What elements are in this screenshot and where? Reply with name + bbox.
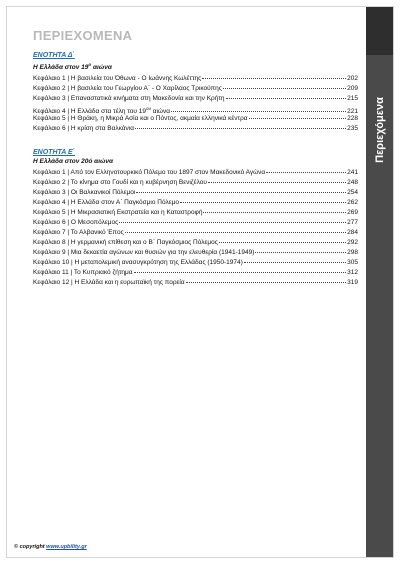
chapter-page: 248: [347, 179, 358, 187]
chapter-page: 312: [347, 269, 358, 277]
chapter-label: Κεφάλαιο 6 | Ο Μεσοπόλεμος: [33, 219, 119, 227]
toc-row[interactable]: [33, 94, 358, 104]
chapter-page: 254: [347, 189, 358, 197]
toc-row[interactable]: [33, 198, 358, 208]
toc-row[interactable]: [33, 124, 358, 134]
copyright-text: © copyright: [14, 544, 47, 550]
chapter-label: Κεφάλαιο 3 | Επαναστατικά κινήματα στη Μακεδονία και την Κρήτη: [33, 95, 225, 103]
toc-row[interactable]: [33, 114, 358, 124]
side-tab-label-box: [366, 84, 393, 176]
chapter-page: 319: [347, 279, 358, 287]
leader-dots: [119, 222, 346, 223]
chapter-page: 277: [347, 219, 358, 227]
section-d: [33, 51, 358, 134]
leader-dots: [208, 182, 346, 183]
chapter-page: 202: [347, 75, 358, 83]
chapter-label: Κεφάλαιο 6 | Η κρίση στα Βαλκάνια: [33, 125, 134, 133]
chapter-page: 292: [347, 239, 358, 247]
chapter-page: 221: [347, 108, 358, 116]
chapter-label: Κεφάλαιο 1 | Η βασιλεία του Όθωνα - Ο Ιωάννης Κωλέττης: [33, 75, 202, 83]
chapter-page: 241: [347, 169, 358, 177]
toc-row[interactable]: [33, 104, 358, 114]
side-tab-label: Περιεχόμενα: [373, 97, 386, 163]
chapter-page: 298: [347, 249, 358, 257]
chapter-page: 269: [347, 209, 358, 217]
chapter-label: Κεφάλαιο 12 | Η Ελλάδα και η ευρωπαϊκή της πορεία: [33, 279, 185, 287]
leader-dots: [223, 88, 346, 89]
leader-dots: [203, 212, 346, 213]
chapter-page: 228: [347, 115, 358, 123]
section-subtitle: Η Ελλάδα στον 20ό αιώνα: [33, 158, 114, 166]
section-title: ΕΝΟΤΗΤΑ Δ΄: [33, 52, 75, 59]
section-e: [33, 148, 358, 288]
toc-row[interactable]: [33, 188, 358, 198]
chapter-page: 235: [347, 125, 358, 133]
chapter-label: Κεφάλαιο 5 | Η Μικρασιατική Εκστρατεία και η Καταστροφή: [33, 209, 203, 217]
chapter-page: 215: [347, 95, 358, 103]
leader-dots: [255, 252, 346, 253]
leader-dots: [219, 242, 346, 243]
page-title: ΠΕΡΙΕΧΟΜΕΝΑ: [33, 28, 133, 43]
chapter-label: Κεφάλαιο 2 | Το κίνημα στο Γουδί και η κυβέρνηση Βενιζέλου: [33, 179, 207, 187]
toc-row[interactable]: [33, 218, 358, 228]
chapter-page: 262: [347, 199, 358, 207]
website-link[interactable]: www.upbility.gr: [46, 544, 87, 550]
chapter-label: Κεφάλαιο 2 | Η βασιλεία του Γεωργίου Α΄ - Ο Χαρίλαος Τρικούπης: [33, 85, 222, 93]
chapter-label-main: Κεφάλαιο 4 | Η Ελλάδα στα τέλη του 19: [33, 108, 146, 116]
toc-row[interactable]: [33, 178, 358, 188]
section-subtitle-rest: αιώνα: [91, 64, 112, 72]
leader-dots: [266, 172, 346, 173]
leader-dots: [171, 111, 346, 112]
toc-row[interactable]: [33, 168, 358, 178]
section-subtitle: [33, 60, 358, 72]
section-subtitle-sup: ο: [88, 62, 92, 67]
leader-dots: [134, 272, 347, 273]
toc-row[interactable]: [33, 258, 358, 268]
chapter-label: Κεφάλαιο 5 | Η Θράκη, η Μικρά Ασία και ο Πόντος, ακμαία ελληνικά κέντρα: [33, 115, 248, 123]
chapter-page: 209: [347, 85, 358, 93]
toc-content: [33, 28, 358, 302]
chapter-label: Κεφάλαιο 1 | Από τον Ελληνοτουρκικό Πόλεμο του 1897 στον Μακεδονικό Αγώνα: [33, 169, 266, 177]
chapter-label: Κεφάλαιο 7 | Το Αλβανικό Έπος: [33, 229, 124, 237]
leader-dots: [180, 202, 346, 203]
toc-row[interactable]: [33, 248, 358, 258]
chapter-label: Κεφάλαιο 3 | Οι Βαλκανικοί Πόλεμοι: [33, 189, 136, 197]
leader-dots: [125, 232, 346, 233]
toc-row[interactable]: [33, 84, 358, 94]
toc-row[interactable]: [33, 208, 358, 218]
leader-dots: [202, 78, 346, 79]
footer-copyright: [14, 544, 87, 550]
leader-dots: [136, 192, 346, 193]
chapter-label-sup: ου: [145, 106, 151, 112]
chapter-page: 284: [347, 229, 358, 237]
leader-dots: [186, 282, 347, 283]
section-subtitle-main: Η Ελλάδα στον 19: [33, 64, 89, 72]
chapter-label: Κεφάλαιο 9 | Μια δεκαετία αγώνων και θυσιών για την ελευθερία (1941-1949): [33, 249, 255, 257]
toc-row[interactable]: [33, 278, 358, 288]
chapter-label: Κεφάλαιο 4 | Η Ελλάδα στον Α΄ Παγκόσμιο Πόλεμο: [33, 199, 179, 207]
chapter-label-rest: αιώνα: [150, 108, 171, 116]
chapter-label: Κεφάλαιο 11 | Το Κυπριακό ζήτημα: [33, 269, 133, 277]
section-title: ΕΝΟΤΗΤΑ Ε΄: [33, 149, 75, 157]
toc-row[interactable]: [33, 268, 358, 278]
leader-dots: [249, 118, 347, 119]
side-tab-corner: [366, 7, 393, 55]
toc-row[interactable]: [33, 238, 358, 248]
leader-dots: [135, 128, 346, 129]
leader-dots: [244, 262, 346, 263]
chapter-label: Κεφάλαιο 10 | Η μεταπολεμική ανασυγκρότηση της Ελλάδας (1950-1974): [33, 259, 243, 267]
toc-row[interactable]: [33, 74, 358, 84]
chapter-page: 305: [347, 259, 358, 267]
leader-dots: [226, 98, 347, 99]
chapter-label: Κεφάλαιο 8 | Η γερμανική επίθεση και ο Β΄ Παγκόσμιος Πόλεμος: [33, 239, 218, 247]
toc-row[interactable]: [33, 228, 358, 238]
